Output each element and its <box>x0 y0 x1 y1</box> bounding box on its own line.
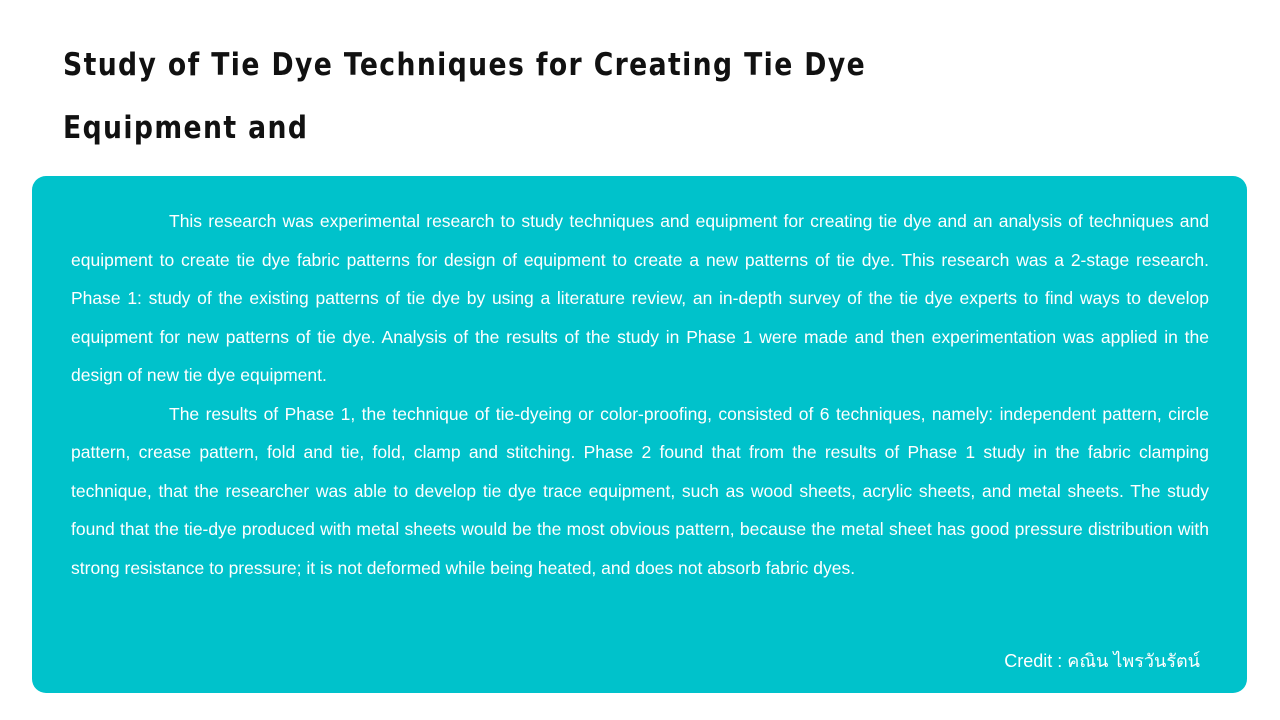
abstract-text <box>71 202 1209 587</box>
credit-label: Credit : คณิน ไพรวันรัตน์ <box>1004 651 1200 671</box>
abstract-paragraph-1: This research was experimental research to study techniques and equipment for creating tie dye and an analysis of techniques and equipment to create tie dye fabric patterns for design of equipment to create a new patterns of tie dye. This research was a 2-stage research. Phase 1: study of the existing patterns of tie dye by using a literature review, an in-depth survey of the tie dye experts to find ways to develop equipment for new patterns of tie dye. Analysis of the results of the study in Phase 1 were made and then experimentation was applied in the design of new tie dye equipment. <box>71 211 1209 385</box>
abstract-paragraph-2: The results of Phase 1, the technique of tie-dyeing or color-proofing, consisted of 6 techniques, namely: independent pattern, circle pattern, crease pattern, fold and tie, fold, clamp and stitching. Phase 2 found that from the results of Phase 1 study in the fabric clamping technique, that the researcher was able to develop tie dye trace equipment, such as wood sheets, acrylic sheets, and metal sheets. The study found that the tie-dye produced with metal sheets would be the most obvious pattern, because the metal sheet has good pressure distribution with strong resistance to pressure; it is not deformed while being heated, and does not absorb fabric dyes. <box>71 403 1209 578</box>
title-line-1: Study of Tie Dye Techniques for Creating Tie Dye Equipment and <box>63 47 867 146</box>
abstract-card <box>32 176 1247 693</box>
